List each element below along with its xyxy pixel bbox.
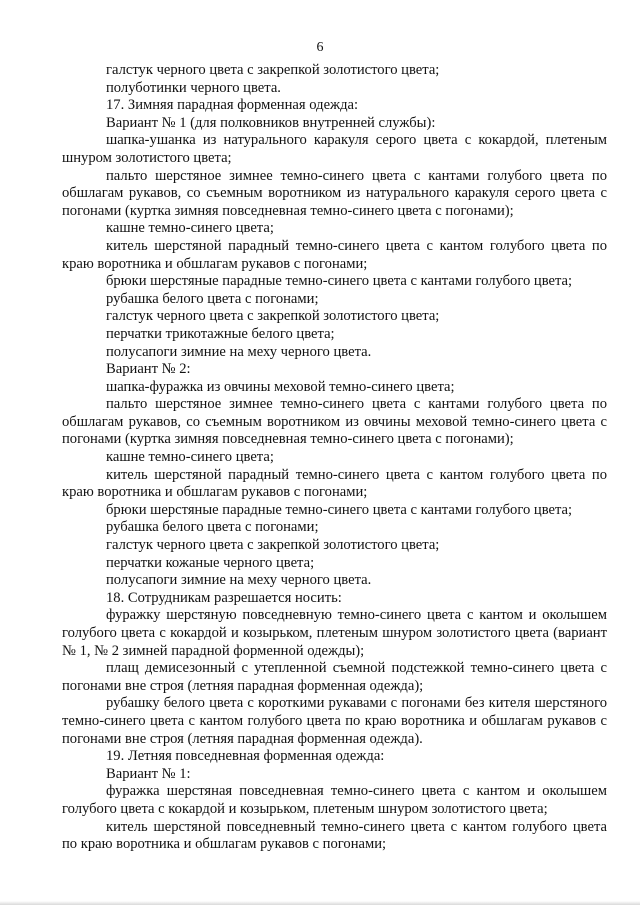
paragraph: китель шерстяной парадный темно-синего цвета с кантом голубого цвета по краю воротника и обшлагам рукавов с погонами;: [62, 237, 607, 272]
paragraph: фуражка шерстяная повседневная темно-синего цвета с кантом и околышем голубого цвета с кокардой и козырьком, плетеным шнуром золотистого цвета;: [62, 783, 607, 817]
paragraph: кашне темно-синего цвета;: [106, 449, 274, 466]
section-heading: 17. Зимняя парадная форменная одежда:: [106, 97, 359, 114]
paragraph: галстук черного цвета с закрепкой золотистого цвета;: [106, 62, 440, 78]
paragraph: галстук черного цвета с закрепкой золотистого цвета;: [106, 308, 440, 325]
paragraph: перчатки кожаные черного цвета;: [106, 554, 315, 571]
paragraph: галстук черного цвета с закрепкой золотистого цвета;: [106, 537, 440, 554]
paragraph: рубашка белого цвета с погонами;: [106, 290, 319, 307]
paragraph: шапка-ушанка из натурального каракуля серого цвета с кокардой, плетеным шнуром золотистого цвета;: [62, 132, 607, 166]
paragraph: кашне темно-синего цвета;: [106, 220, 274, 237]
paragraph: пальто шерстяное зимнее темно-синего цвета с кантами голубого цвета по обшлагам рукавов, со съемным воротником из овчины меховой темно-синего цвета с погонами (куртка зимняя повседневная темно-синего цвета с погонами);: [62, 396, 607, 448]
paragraph: шапка-фуражка из овчины меховой темно-синего цвета;: [106, 378, 455, 395]
paragraph: рубашка белого цвета с погонами;: [106, 519, 319, 536]
paragraph: фуражку шерстяную повседневную темно-синего цвета с кантом и околышем голубого цвета с кокардой и козырьком, плетеным шнуром золотистого цвета (вариант № 1, № 2 зимней парадной форменной одежды);: [62, 607, 607, 659]
variant-heading: Вариант № 1 (для полковников внутренней службы):: [106, 114, 436, 131]
variant-heading: Вариант № 2:: [106, 361, 191, 378]
section-heading: 19. Летняя повседневная форменная одежда:: [106, 748, 385, 765]
paragraph: полусапоги зимние на меху черного цвета.: [106, 343, 372, 360]
document-body: [62, 62, 607, 854]
section-heading: 18. Сотрудникам разрешается носить:: [106, 589, 342, 606]
paragraph: пальто шерстяное зимнее темно-синего цвета с кантами голубого цвета по обшлагам рукавов, со съемным воротником из натурального каракуля серого цвета с погонами (куртка зимняя повседневная темно-синего цвета с погонами);: [62, 167, 607, 219]
paragraph: китель шерстяной повседневный темно-синего цвета с кантом голубого цвета по краю воротника и обшлагам рукавов с погонами;: [62, 818, 607, 853]
scan-bottom-edge: [0, 901, 640, 905]
paragraph: полуботинки черного цвета.: [106, 79, 281, 96]
paragraph: брюки шерстяные парадные темно-синего цвета с кантами голубого цвета;: [106, 273, 573, 290]
paragraph: полусапоги зимние на меху черного цвета.: [106, 572, 372, 589]
paragraph: китель шерстяной парадный темно-синего цвета с кантом голубого цвета по краю воротника и обшлагам рукавов с погонами;: [62, 466, 607, 501]
paragraph: перчатки трикотажные белого цвета;: [106, 325, 335, 342]
paragraph: брюки шерстяные парадные темно-синего цвета с кантами голубого цвета;: [106, 501, 573, 518]
paragraph: рубашку белого цвета с короткими рукавами с погонами без кителя шерстяного темно-синего цвета с кантом голубого цвета по краю воротника и обшлагам рукавов с погонами вне строя (летняя парадная форменная одежда).: [62, 695, 607, 747]
paragraph: плащ демисезонный с утепленной съемной подстежкой темно-синего цвета с погонами вне строя (летняя парадная форменная одежда);: [62, 660, 607, 694]
variant-heading: Вариант № 1:: [106, 765, 191, 782]
page-number: 6: [316, 40, 324, 55]
